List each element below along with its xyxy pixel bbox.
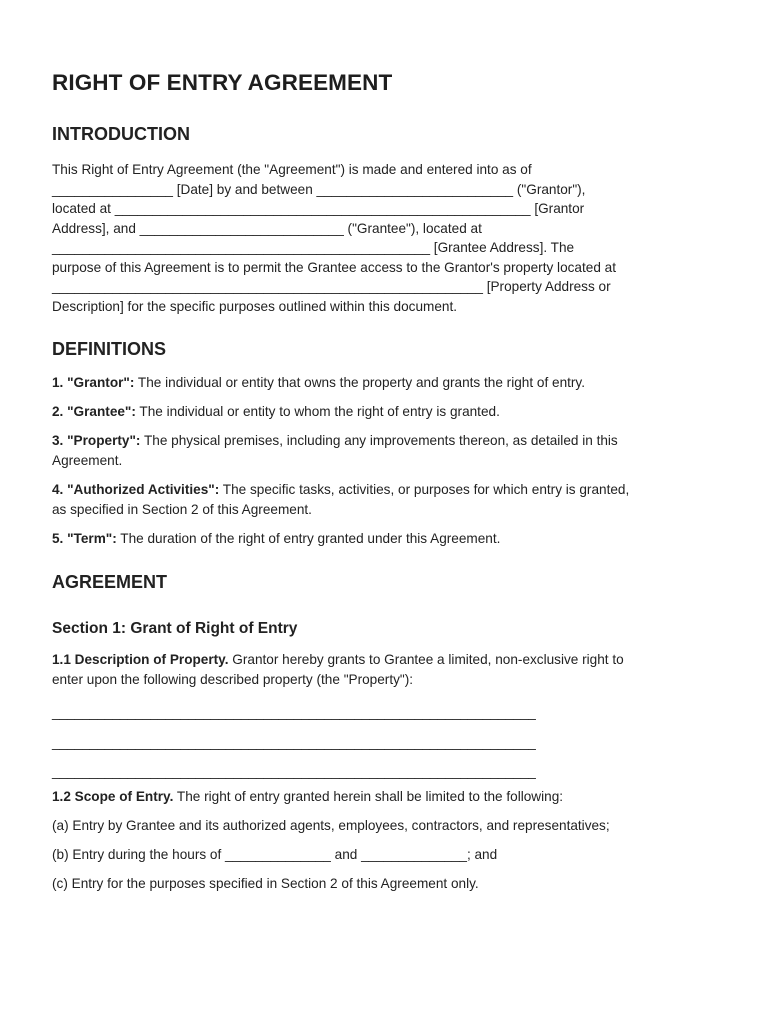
document-title: RIGHT OF ENTRY AGREEMENT [52, 70, 393, 95]
definition-term: 5. "Term": [52, 531, 117, 546]
introduction-paragraph [52, 160, 616, 316]
intro-line: _________________________________________________________ [Property Address or [52, 279, 611, 294]
definition-text: The individual or entity to whom the right of entry is granted. [135, 404, 500, 419]
property-description-blank: ________________________________________________________________ [52, 705, 536, 720]
definition-text: The physical premises, including any improvements thereon, as detailed in this [140, 433, 618, 448]
paragraph-label: 1.1 Description of Property. [52, 652, 229, 667]
intro-line: __________________________________________________ [Grantee Address]. The [52, 240, 575, 255]
section-1-heading: Section 1: Grant of Right of Entry [52, 620, 298, 637]
intro-line: located at _______________________________________________________ [Grantor [52, 201, 585, 216]
definition-term: 1. "Grantor": [52, 375, 135, 390]
paragraph-label: 1.2 Scope of Entry. [52, 789, 174, 804]
intro-line: purpose of this Agreement is to permit the Grantee access to the Grantor's property located at [52, 259, 617, 275]
definition-text: Agreement. [52, 452, 123, 468]
intro-line: Description] for the specific purposes outlined within this document. [52, 298, 457, 314]
definition-term: 2. "Grantee": [52, 404, 136, 419]
scope-item-b: (b) Entry during the hours of ______________ and ______________; and [52, 847, 498, 862]
intro-line: ________________ [Date] by and between __________________________ ("Grantor"), [52, 181, 586, 197]
definition-item-term [52, 529, 500, 549]
definition-term: 4. "Authorized Activities": [52, 482, 220, 497]
intro-line: Address], and ___________________________ ("Grantee"), located at [52, 220, 482, 236]
definition-item-property [52, 431, 618, 470]
paragraph-text: The right of entry granted herein shall be limited to the following: [173, 789, 564, 804]
intro-line: This Right of Entry Agreement (the "Agreement") is made and entered into as of [52, 162, 532, 177]
introduction-heading: INTRODUCTION [52, 124, 190, 144]
paragraph-1-1 [52, 650, 624, 689]
scope-item-a: (a) Entry by Grantee and its authorized agents, employees, contractors, and representatives; [52, 818, 610, 833]
definition-text: The individual or entity that owns the property and grants the right of entry. [134, 375, 586, 390]
definition-term: 3. "Property": [52, 433, 141, 448]
definition-item-grantee [52, 402, 500, 422]
definitions-heading: DEFINITIONS [52, 339, 167, 359]
property-description-blank: ________________________________________________________________ [52, 764, 536, 779]
property-description-blank: ________________________________________________________________ [52, 735, 536, 750]
definition-text: as specified in Section 2 of this Agreement. [52, 501, 312, 517]
definition-item-authorized-activities [52, 480, 629, 519]
definition-text: The duration of the right of entry granted under this Agreement. [116, 531, 501, 546]
paragraph-text: Grantor hereby grants to Grantee a limited, non-exclusive right to [228, 652, 624, 667]
definition-text: The specific tasks, activities, or purposes for which entry is granted, [219, 482, 630, 497]
paragraph-text: enter upon the following described property (the "Property"): [52, 671, 414, 687]
paragraph-1-2 [52, 787, 563, 807]
agreement-heading: AGREEMENT [52, 572, 168, 592]
scope-item-c: (c) Entry for the purposes specified in Section 2 of this Agreement only. [52, 876, 479, 891]
definition-item-grantor [52, 373, 585, 393]
